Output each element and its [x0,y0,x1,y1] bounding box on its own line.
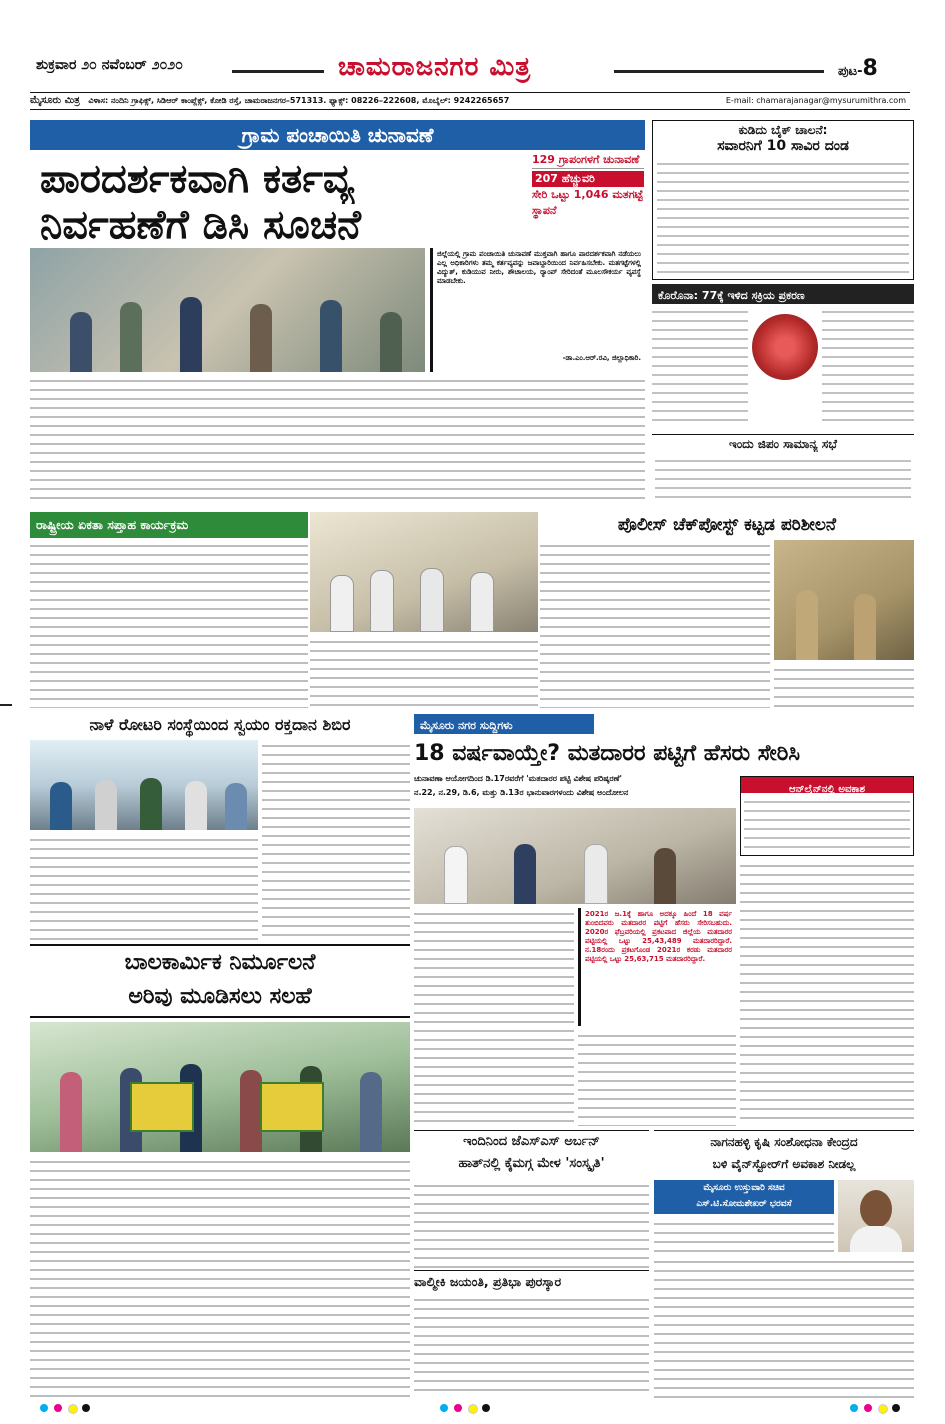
zp-story [652,434,914,506]
lead-fact-3: ಸೇರಿ ಒಟ್ಟು 1,046 ಮತಗಟ್ಟೆ ಸ್ಥಾಪನೆ [532,188,644,217]
lead-facts [532,152,644,244]
corona-text-left [652,306,748,426]
bike-story [652,120,914,280]
child-body [30,1156,410,1398]
unity-banner [30,512,308,538]
lead-headline-2: ನಿರ್ವಹಣೆಗೆ ಡಿಸಿ ಸೂಚನೆ [40,202,361,248]
page-number-block [838,56,878,81]
strip-email: E-mail: chamarajanagar@mysurumithra.com [725,96,906,105]
masthead [0,0,945,40]
bike-title-1: ಕುಡಿದು ಬೈಕ್ ಚಾಲನೆ: [738,123,828,137]
mysuru-bullet-2: ನ.22, ನ.29, ಡಿ.6, ಮತ್ತು ಡಿ.13ರ ಭಾನುವಾರಗಳಂದು ವಿಶೇಷ ಅಂದೋಲನ [414,788,629,797]
strip-address: ವಿಳಾಸ: ನಂದಿನಿ ಗ್ರಾಫಿಕ್ಸ್, ಸಿಡಿಆರ್ ಕಾಂಪ್ಲೆಕ್ಸ್, ಕೋಡಿ ರಸ್ತೆ, ಚಾಮರಾಜನಗರ–571313. ಫ್ಯಾಕ್ಸ್: 08226–222608, ಮೊಬೈಲ್: 9242265657 [88,96,510,105]
color-registration-left [40,1404,100,1414]
mysuru-tag-text: ಮೈಸೂರು ನಗರ ಸುದ್ದಿಗಳು [420,719,513,732]
lead-meeting-photo [30,248,425,372]
mysuru-photo [414,808,736,904]
lead-headline-1: ಪಾರದರ್ಶಕವಾಗಿ ಕರ್ತವ್ಯ [40,156,355,202]
unity-title: ರಾಷ್ಟ್ರೀಯ ಏಕತಾ ಸಪ್ತಾಹ ಕಾರ್ಯಕ್ರಮ [36,517,189,532]
police-body [540,540,770,708]
mysuru-body-right [740,860,914,1126]
rotary-photo [30,740,258,830]
mysuru-highlight-box [578,908,736,1026]
unity-body-2 [310,636,538,708]
online-title-bar [741,777,913,793]
mysuru-bullet-1: ಚುನಾವಣಾ ಆಯೋಗದಿಂದ ಡಿ.17ರವರೆಗೆ 'ಮತದಾರರ ಪಟ್ಟಿ ವಿಶೇಷ ಪರಿಷ್ಕರಣೆ' [414,774,622,783]
issue-date: ಶುಕ್ರವಾರ ೨೦ ನವೆಂಬರ್ ೨೦೨೦ [36,57,183,73]
child-title-1: ಬಾಲಕಾರ್ಮಿಕ ನಿರ್ಮೂಲನೆ [124,950,316,975]
jss-title-1: ಇಂದಿನಿಂದ ಜೆಎಸ್‌ಎಸ್ ಅರ್ಬನ್ [463,1134,600,1149]
krishi-label-box [654,1180,834,1214]
corona-body [652,306,914,430]
krishi-title-2: ಬಳಿ ವೈನ್‌ಸ್ಟೋರ್‌ಗೆ ಅವಕಾಶ ನೀಡಲ್ಲ [712,1157,856,1171]
lead-quote-box [430,248,645,372]
mysuru-highlight: 2021ರ ಜ.1ಕ್ಕೆ ಹಾಗೂ ಅದಕ್ಕೂ ಹಿಂದೆ 18 ವರ್ಷ ತುಂಬಿದವರು ಮತದಾರರ ಪಟ್ಟಿಗೆ ಹೆಸರು ಸೇರಿಸಬಹುದು. 2020ರ ಫೆಬ್ರವರಿಯಲ್ಲಿ ಪ್ರಕಟವಾದ ಜಿಲ್ಲೆಯ ಮತದಾರರ ಪಟ್ಟಿಯಲ್ಲಿ ಒಟ್ಟು 25,43,489 ಮತದಾರರಿದ್ದಾರೆ. ನ.18ರಂದು ಪ್ರಕಟಗೊಂಡ 2021ರ ಕರಡು ಮತದಾರರ ಪಟ್ಟಿಯಲ್ಲಿ ಒಟ್ಟು 25,63,715 ಮತದಾರರಿದ್ದಾರೆ. [585,910,732,963]
online-box [740,776,914,856]
jss-title-box [414,1130,649,1176]
zp-body [655,455,911,503]
lead-body-text [30,375,645,505]
mysuru-tag [414,714,594,734]
page-number: 8 [862,56,878,81]
rotary-title: ನಾಳೆ ರೋಟರಿ ಸಂಸ್ಥೆಯಿಂದ ಸ್ವಯಂ ರಕ್ತದಾನ ಶಿಬಿರ [89,715,351,734]
mysuru-body-left [414,908,574,1126]
police-photo [774,540,914,660]
masthead-rule-right [614,70,824,73]
page-label: ಪುಟ- [838,64,863,79]
mysuru-bullets [414,772,736,804]
jss-body [414,1180,649,1268]
mysuru-body-mid [578,1030,736,1126]
valmiki-body [414,1294,649,1398]
color-registration-right [850,1404,910,1414]
corona-text-right [822,306,914,426]
lead-quote: ಜಿಲ್ಲೆಯಲ್ಲಿ ಗ್ರಾಮ ಪಂಚಾಯಿತಿ ಚುನಾವಣೆ ಮುಕ್ತವಾಗಿ ಹಾಗೂ ಪಾರದರ್ಶಕವಾಗಿ ನಡೆಯಲು ಎಲ್ಲ ಅಧಿಕಾರಿಗಳು ತಮ್ಮ ಕರ್ತವ್ಯವನ್ನು ಜವಾಬ್ದಾರಿಯಿಂದ ನಿರ್ವಹಿಸಬೇಕು. ಮತಗಟ್ಟೆಗಳಲ್ಲಿ ವಿದ್ಯುತ್, ಕುಡಿಯುವ ನೀರು, ಶೌಚಾಲಯ, ರ‍್ಯಾಂಪ್ ಸೇರಿದಂತೆ ಮೂಲಸೌಕರ್ಯ ವ್ಯವಸ್ಥೆ ಮಾಡಬೇಕು. [437,250,641,285]
lead-kicker-banner [30,120,645,150]
child-photo [30,1022,410,1152]
lead-kicker: ಗ್ರಾಮ ಪಂಚಾಯಿತಿ ಚುನಾವಣೆ [241,123,434,147]
police-caption [774,664,914,708]
left-margin-mark [0,704,12,706]
corona-title: ಕೊರೊನಾ: 77ಕ್ಕೆ ಇಳಿದ ಸಕ್ರಿಯ ಪ್ರಕರಣ [658,289,805,302]
corona-title-bar [652,284,914,304]
krishi-label-1: ಮೈಸೂರು ಉಸ್ತುವಾರಿ ಸಚಿವ [703,1183,785,1193]
rotary-body-right [262,740,410,940]
child-title-box [30,944,410,1018]
virus-image [752,314,818,380]
lead-fact-2: 207 ಹೆಚ್ಚುವರಿ [532,171,644,187]
contact-strip [30,92,910,110]
krishi-body [654,1256,914,1398]
strip-logo: ಮೈಸೂರು ಮಿತ್ರ [30,95,80,106]
krishi-label-2: ಎಸ್.ಟಿ.ಸೋಮಶೇಖರ್ ಭರವಸೆ [696,1199,792,1209]
unity-photo [310,512,538,632]
bike-title-2: ಸವಾರನಿಗೆ 10 ಸಾವಿರ ದಂಡ [717,138,849,154]
jss-title-2: ಹಾತ್‌ನಲ್ಲಿ ಕೈಮಗ್ಗ ಮೇಳ 'ಸಂಸ್ಕೃತಿ' [458,1156,605,1171]
paper-title: ಚಾಮರಾಜನಗರ ಮಿತ್ರ [338,52,532,82]
krishi-title-1: ನಾಗನಹಳ್ಳಿ ಕೃಷಿ ಸಂಶೋಧನಾ ಕೇಂದ್ರದ [710,1135,858,1149]
mysuru-headline: 18 ವರ್ಷವಾಯ್ತೇ? ಮತದಾರರ ಪಟ್ಟಿಗೆ ಹೆಸರು ಸೇರಿಸಿ [414,741,800,766]
krishi-body-top [654,1218,834,1254]
rotary-body-left [30,834,258,940]
minister-photo [838,1180,914,1252]
bike-body [657,158,909,273]
lead-quote-byline: -ಡಾ.ಎಂ.ಆರ್.ರವಿ, ಜಿಲ್ಲಾಧಿಕಾರಿ. [562,354,641,362]
masthead-rule-left [232,70,324,73]
online-title: ಆನ್‌ಲೈನ್‌ನಲ್ಲಿ ಅವಕಾಶ [789,784,865,795]
krishi-title-box [654,1130,914,1176]
child-title-2: ಅರಿವು ಮೂಡಿಸಲು ಸಲಹೆ [128,984,312,1009]
online-body [744,796,910,852]
unity-body [30,540,308,708]
police-title: ಪೊಲೀಸ್ ಚೆಕ್‌ಪೋಸ್ಟ್ ಕಟ್ಟಡ ಪರಿಶೀಲನೆ [617,515,837,535]
zp-title: ಇಂದು ಜಿಪಂ ಸಾಮಾನ್ಯ ಸಭೆ [729,437,837,451]
lead-fact-1: 129 ಗ್ರಾಪಂಗಳಗೆ ಚುನಾವಣೆ [532,152,644,169]
color-registration-center [440,1404,500,1414]
valmiki-title: ವಾಲ್ಮೀಕಿ ಜಯಂತಿ, ಪ್ರತಿಭಾ ಪುರಸ್ಕಾರ [414,1270,649,1293]
